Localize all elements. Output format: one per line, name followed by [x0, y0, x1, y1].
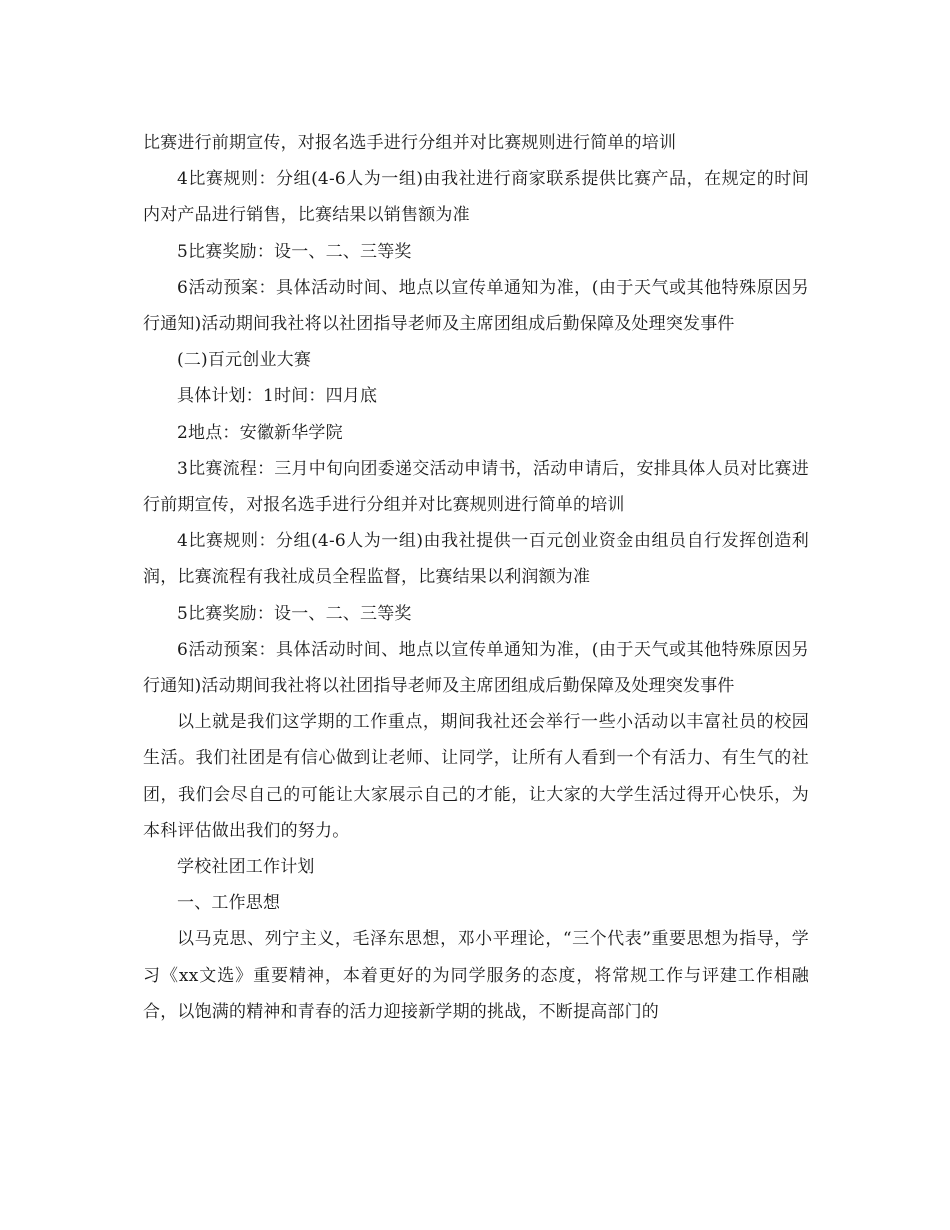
paragraph-6: 具体计划：1时间：四月底 — [177, 386, 378, 407]
section-heading-bai-yuan: (二)百元创业大赛 — [177, 350, 312, 371]
section-title: 学校社团工作计划 — [177, 857, 315, 878]
paragraph-1: 比赛进行前期宣传，对报名选手进行分组并对比赛规则进行简单的培训 — [143, 133, 677, 153]
paragraph-2: 4比赛规则：分组(4-6人为一组)由我社进行商家联系提供比赛产品，在规定的时间内对产品进行销售，比赛结果以销售额为准 — [143, 169, 809, 226]
section-heading-work-thought: 一、工作思想 — [177, 893, 281, 914]
paragraph-4: 6活动预案：具体活动时间、地点以宣传单通知为准，(由于天气或其他特殊原因另行通知)活动期间我社将以社团指导老师及主席团组成后勤保障及处理突发事件 — [143, 277, 809, 335]
paragraph-11: 6活动预案：具体活动时间、地点以宣传单通知为准，(由于天气或其他特殊原因另行通知)活动期间我社将以社团指导老师及主席团组成后勤保障及处理突发事件 — [143, 639, 809, 697]
paragraph-10: 5比赛奖励：设一、二、三等奖 — [177, 603, 412, 624]
paragraph-7: 2地点：安徽新华学院 — [177, 422, 343, 443]
paragraph-12: 以上就是我们这学期的工作重点，期间我社还会举行一些小活动以丰富社员的校园生活。我们社团是有信心做到让老师、让同学，让所有人看到一个有活力、有生气的社团，我们会尽自己的可能让大家展示自己的才能，让大家的大学生活过得开心快乐，为本科评估做出我们的努力。 — [143, 712, 809, 841]
paragraph-3: 5比赛奖励：设一、二、三等奖 — [177, 241, 412, 262]
paragraph-9: 4比赛规则：分组(4-6人为一组)由我社提供一百元创业资金由组员自行发挥创造利润，比赛流程有我社成员全程监督，比赛结果以利润额为准 — [143, 531, 809, 588]
paragraph-15: 以马克思、列宁主义，毛泽东思想，邓小平理论，“三个代表”重要思想为指导，学习《xx文选》重要精神，本着更好的为同学服务的态度，将常规工作与评建工作相融合，以饱满的精神和青春的活力迎接新学期的挑战，不断提高部门的 — [143, 929, 809, 1022]
paragraph-8: 3比赛流程：三月中旬向团委递交活动申请书，活动申请后，安排具体人员对比赛进行前期宣传，对报名选手进行分组并对比赛规则进行简单的培训 — [143, 458, 809, 516]
document-body — [143, 125, 809, 1030]
